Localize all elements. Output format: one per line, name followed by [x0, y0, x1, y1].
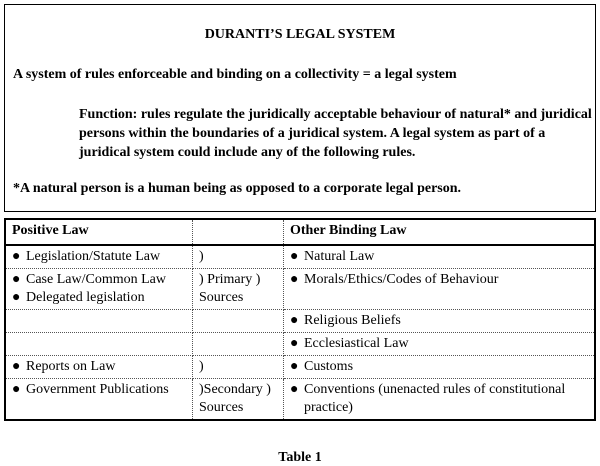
row-5-other: Customs [304, 359, 354, 374]
header-blank [193, 219, 284, 245]
table-row [5, 379, 595, 421]
row-2-other: Morals/Ethics/Codes of Behaviour [304, 272, 499, 287]
row-6-source: )Secondary ) Sources [193, 379, 284, 421]
row-4-positive [5, 333, 193, 356]
table-row [5, 245, 595, 269]
row-5-source: ) [193, 356, 284, 379]
bullet-icon: ● [290, 249, 299, 264]
bullet-icon: ● [12, 359, 21, 374]
footnote-text: *A natural person is a human being as opposed to a corporate legal person. [13, 181, 462, 196]
header-positive-law: Positive Law [5, 219, 193, 245]
table-caption: Table 1 [278, 450, 322, 465]
row-2-positive-b: Delegated legislation [26, 290, 145, 305]
bullet-icon: ● [12, 290, 21, 305]
row-4-source [193, 333, 284, 356]
row-6-positive: Government Publications [26, 382, 169, 397]
table-row [5, 269, 595, 310]
table-row [5, 356, 595, 379]
bullet-icon: ● [290, 382, 299, 397]
intro-box [4, 4, 596, 212]
row-1-positive: Legislation/Statute Law [26, 249, 161, 264]
legal-system-table [4, 218, 596, 421]
function-text: Function: rules regulate the juridically acceptable behaviour of natural* and juridical persons within the boundaries of a juridical system. A legal system as part of a juridical system could include any of the following rules. [79, 107, 592, 160]
bullet-icon: ● [12, 249, 21, 264]
bullet-icon: ● [290, 336, 299, 351]
row-6-other: Conventions (unenacted rules of constitutional practice) [304, 382, 566, 415]
bullet-icon: ● [290, 272, 299, 287]
bullet-icon: ● [290, 313, 299, 328]
header-other-binding-law: Other Binding Law [284, 219, 596, 245]
row-2-positive: Case Law/Common Law [26, 272, 166, 287]
row-3-positive [5, 310, 193, 333]
row-3-other: Religious Beliefs [304, 313, 401, 328]
row-1-source: ) [193, 245, 284, 269]
row-5-positive: Reports on Law [26, 359, 116, 374]
row-4-other: Ecclesiastical Law [304, 336, 409, 351]
bullet-icon: ● [12, 382, 21, 397]
table-row [5, 333, 595, 356]
table-row [5, 310, 595, 333]
table-header-row [5, 219, 595, 245]
row-3-source [193, 310, 284, 333]
row-2-source: ) Primary ) Sources [193, 269, 284, 310]
page-title: DURANTI’S LEGAL SYSTEM [204, 27, 396, 42]
bullet-icon: ● [12, 272, 21, 287]
bullet-icon: ● [290, 359, 299, 374]
definition-text: A system of rules enforceable and binding on a collectivity = a legal system [13, 67, 457, 82]
row-1-other: Natural Law [304, 249, 375, 264]
